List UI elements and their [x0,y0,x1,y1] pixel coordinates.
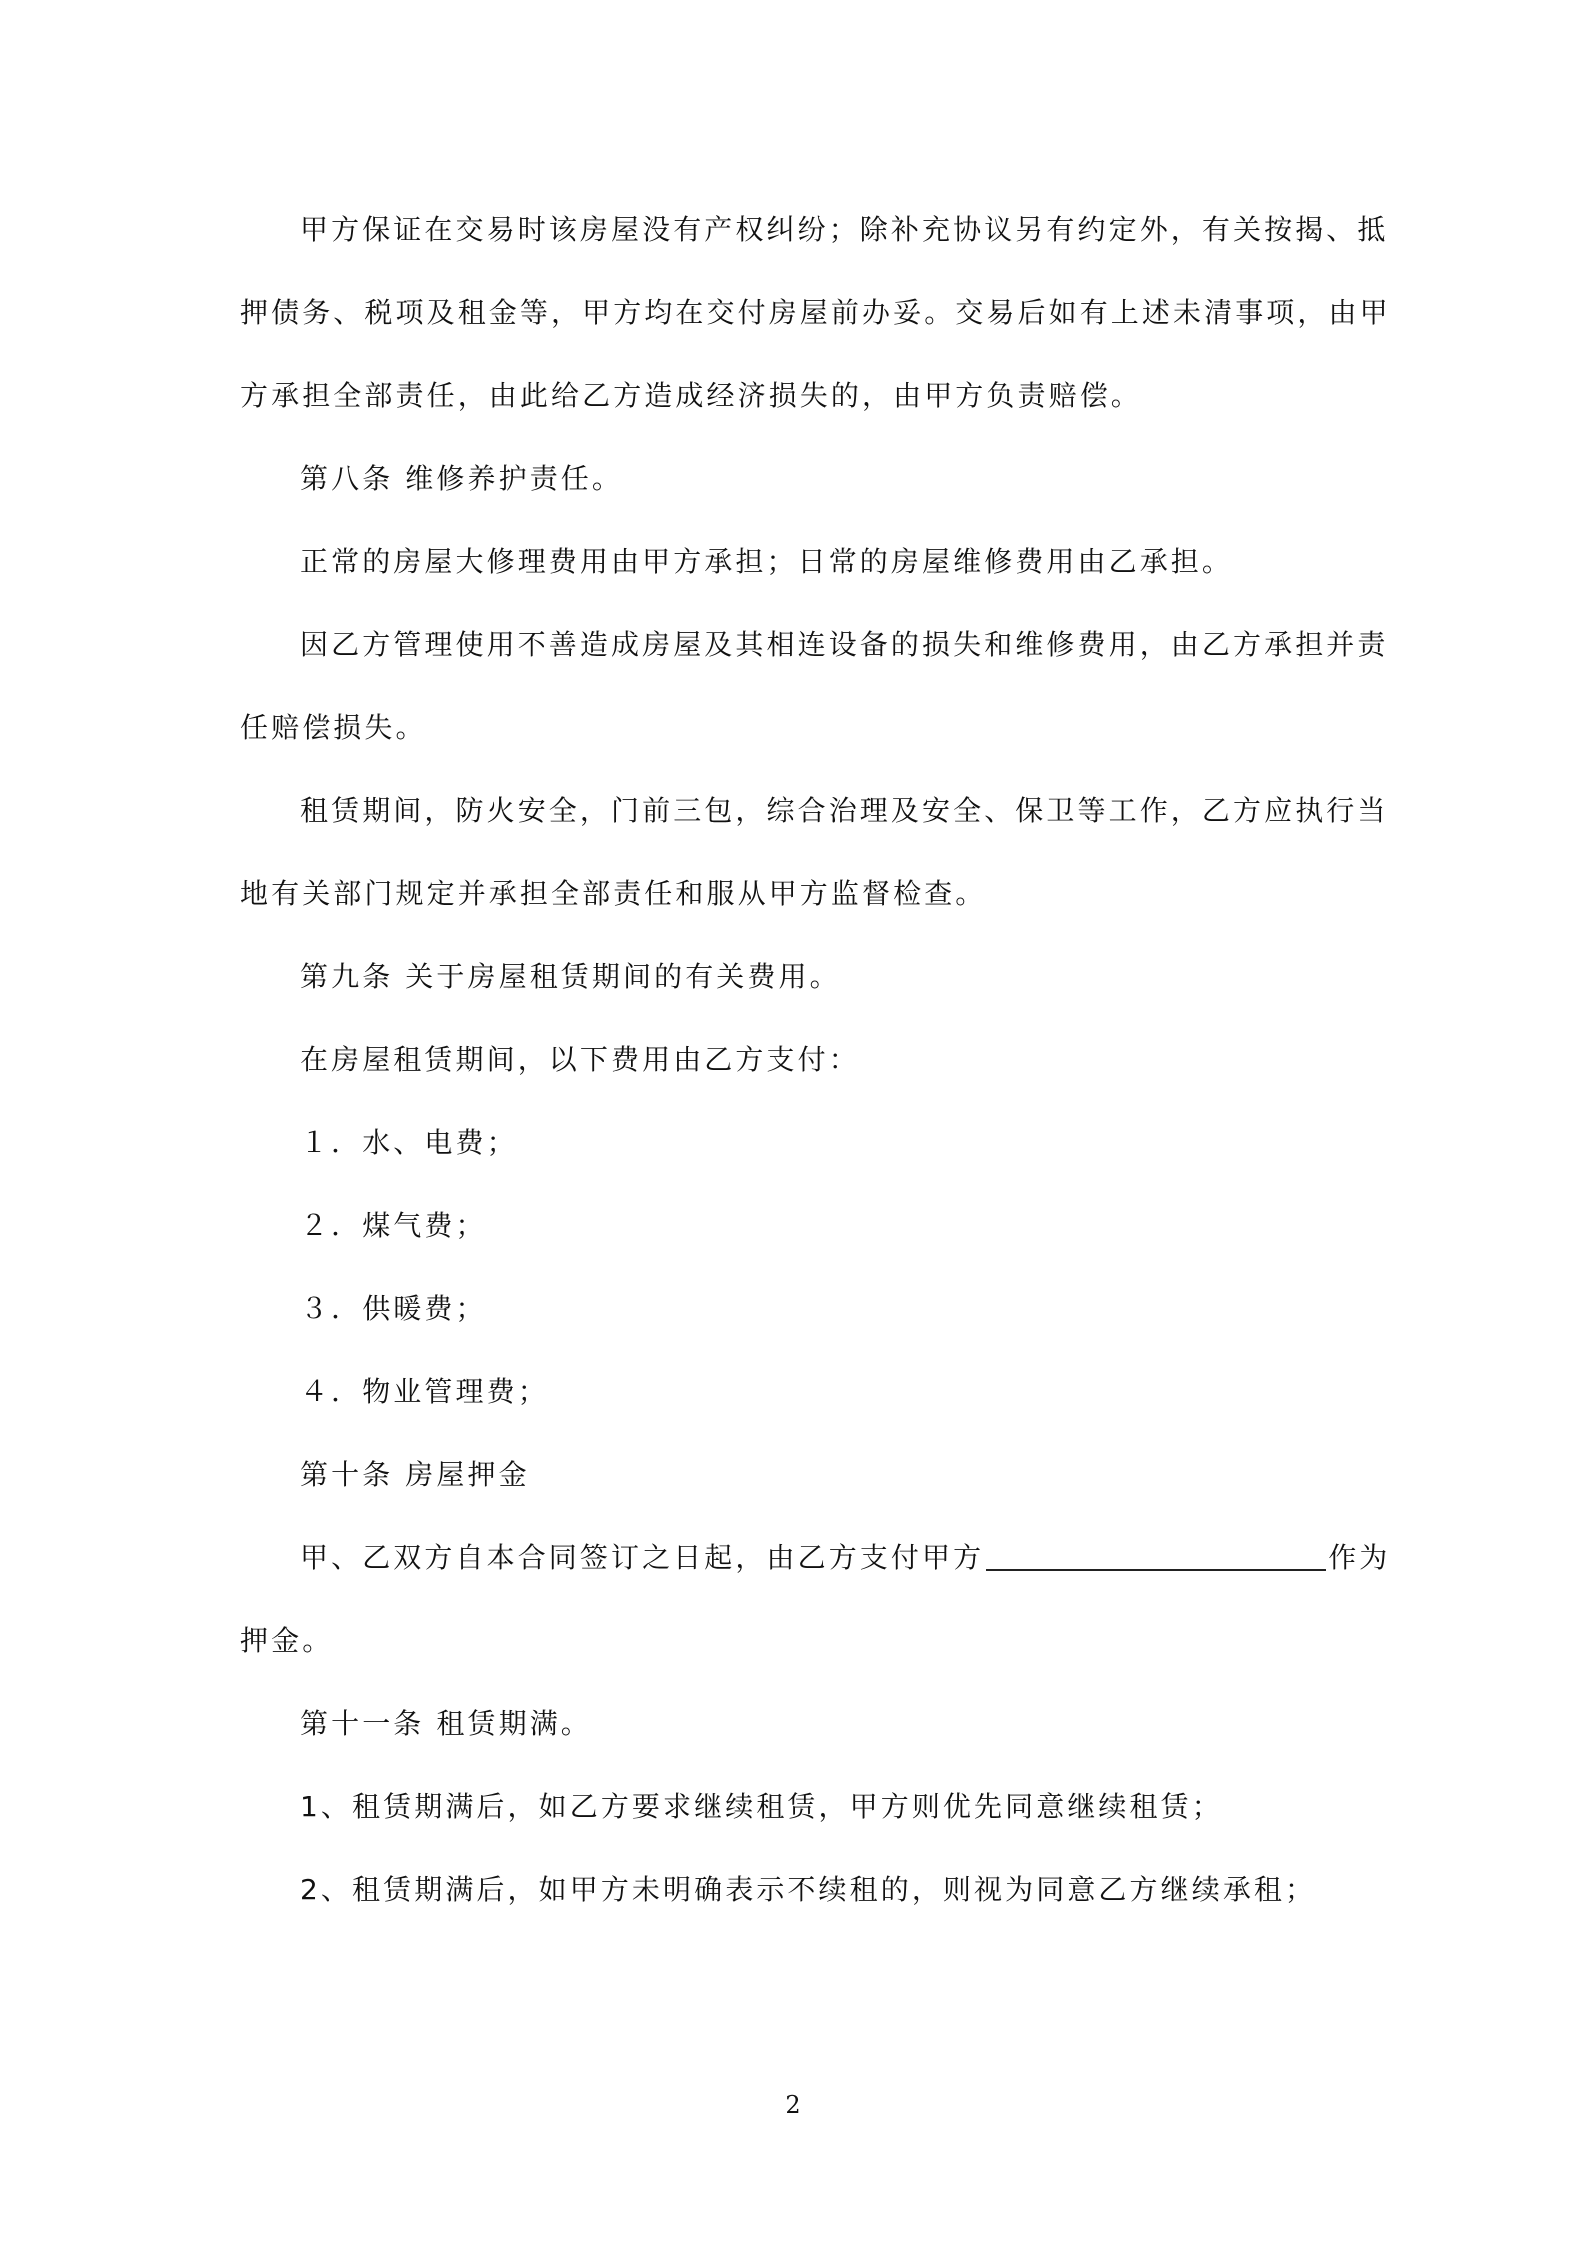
paragraph-line: 租赁期间，防火安全，门前三包，综合治理及安全、保卫等工作，乙方应执行当 [300,794,1389,827]
section-heading-article-9: 第九条 关于房屋租赁期间的有关费用。 [300,960,841,993]
list-item: ４．物业管理费； [300,1375,549,1408]
deposit-amount-blank [986,1541,1326,1571]
paragraph-line: 在房屋租赁期间，以下费用由乙方支付： [300,1043,860,1076]
deposit-text: 甲、乙双方自本合同签订之日起，由乙方支付甲方 [300,1541,985,1574]
paragraph-line: 押债务、税项及租金等，甲方均在交付房屋前办妥。交易后如有上述未清事项，由甲 [240,296,1391,329]
paragraph-line: 任赔偿损失。 [240,711,427,744]
section-heading-article-11: 第十一条 租赁期满。 [300,1707,592,1740]
paragraph-line-deposit [300,1538,1390,1578]
paragraph-line: 因乙方管理使用不善造成房屋及其相连设备的损失和维修费用，由乙方承担并责 [300,628,1389,661]
list-item: ３．供暖费； [300,1292,487,1325]
paragraph-line: 甲方保证在交易时该房屋没有产权纠纷；除补充协议另有约定外，有关按揭、抵 [300,213,1389,246]
list-item: 1、租赁期满后，如乙方要求继续租赁，甲方则优先同意继续租赁； [300,1790,1223,1823]
list-item: 2、租赁期满后，如甲方未明确表示不续租的，则视为同意乙方继续承租； [300,1873,1317,1906]
paragraph-line: 地有关部门规定并承担全部责任和服从甲方监督检查。 [240,877,987,910]
page-number: 2 [785,2091,801,2119]
section-heading-article-10: 第十条 房屋押金 [300,1458,530,1491]
deposit-text-suffix: 作为 [1328,1541,1391,1574]
list-item: １．水、电费； [300,1126,518,1159]
paragraph-line: 押金。 [240,1624,334,1657]
list-item: ２．煤气费； [300,1209,487,1242]
paragraph-line: 方承担全部责任，由此给乙方造成经济损失的，由甲方负责赔偿。 [240,379,1142,412]
paragraph-line: 正常的房屋大修理费用由甲方承担；日常的房屋维修费用由乙承担。 [300,545,1234,578]
section-heading-article-8: 第八条 维修养护责任。 [300,462,624,495]
